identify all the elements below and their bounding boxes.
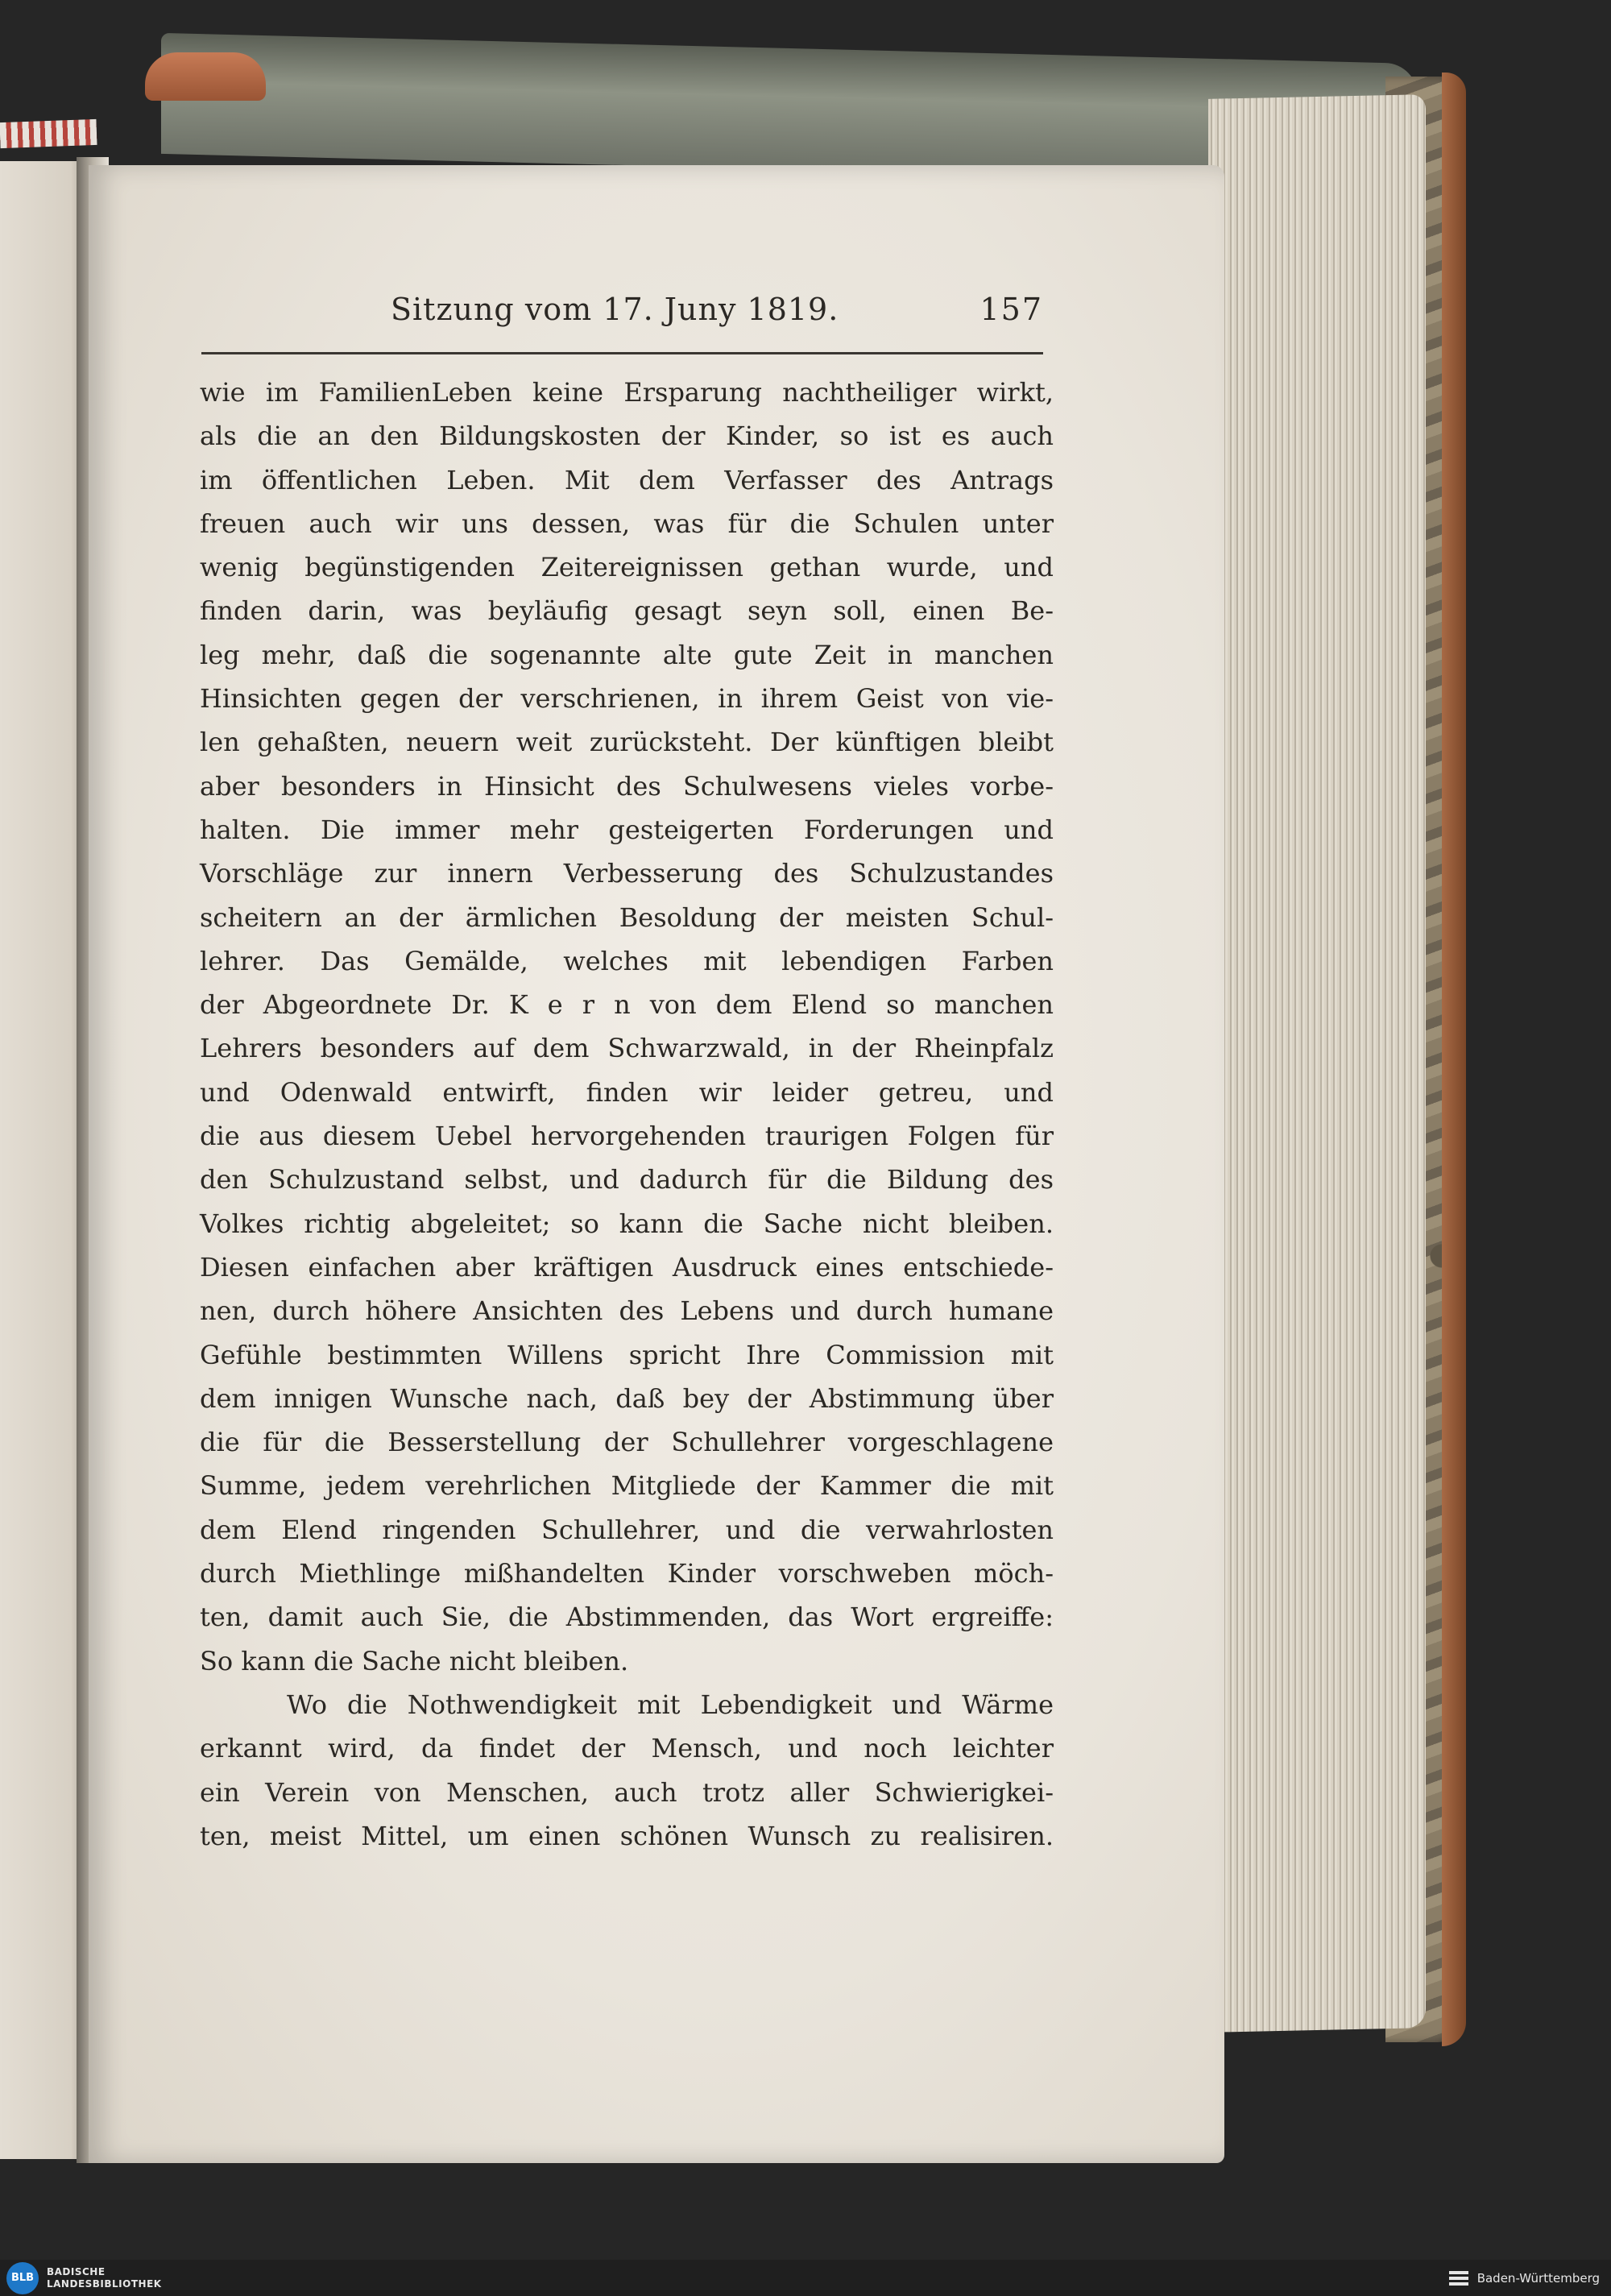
header-rule	[201, 352, 1043, 354]
text-line: wie im FamilienLeben keine Ersparung nachtheiliger wirkt,	[200, 377, 1054, 408]
text-line: und Odenwald entwirft, finden wir leider getreu, und	[200, 1076, 1054, 1108]
viewer-footer	[0, 2260, 1611, 2296]
text-line: len gehaßten, neuern weit zurücksteht. Der künftigen bleibt	[200, 727, 1054, 758]
text-line: die für die Besserstellung der Schullehrer vorgeschlagene	[200, 1427, 1054, 1458]
text-line: als die an den Bildungskosten der Kinder, so ist es auch	[200, 421, 1054, 452]
text-line: scheitern an der ärmlichen Besoldung der meisten Schul-	[200, 901, 1054, 933]
left-page-edge	[0, 161, 89, 2159]
text-line: Lehrers besonders auf dem Schwarzwald, in der Rheinpfalz	[200, 1033, 1054, 1064]
text-line: finden darin, was beyläufig gesagt seyn soll, einen Be-	[200, 595, 1054, 627]
ribbon-bookmark	[0, 119, 97, 148]
library-name	[47, 2266, 162, 2290]
text-line: nen, durch höhere Ansichten des Lebens und durch humane	[200, 1295, 1054, 1327]
leather-cover-edge	[1442, 73, 1466, 2046]
text-line: So kann die Sache nicht bleiben.	[200, 1645, 629, 1676]
text-line: Hinsichten gegen der verschrienen, in ihrem Geist von vie-	[200, 683, 1054, 715]
page-number: 157	[979, 292, 1043, 327]
text-line: ten, meist Mittel, um einen schönen Wunsch zu realisiren.	[200, 1820, 1054, 1851]
running-title: Sitzung vom 17. Juny 1819.	[391, 292, 839, 327]
page-block-edges	[1208, 94, 1426, 2033]
text-line: Summe, jedem verehrlichen Mitgliede der Kammer die mit	[200, 1470, 1054, 1502]
text-line: der Abgeordnete Dr. K e r n von dem Elend so manchen	[200, 989, 1054, 1021]
library-name-line2: LANDESBIBLIOTHEK	[47, 2277, 162, 2290]
text-line: dem Elend ringenden Schullehrer, und die verwahrlosten	[200, 1514, 1054, 1545]
text-line: ten, damit auch Sie, die Abstimmenden, das Wort ergreiffe:	[200, 1602, 1054, 1633]
blb-logo-icon: BLB	[6, 2262, 39, 2294]
text-line: wenig begünstigenden Zeitereignissen gethan wurde, und	[200, 552, 1054, 583]
library-name-line1: BADISCHE	[47, 2265, 106, 2277]
text-line: die aus diesem Uebel hervorgehenden traurigen Folgen für	[200, 1121, 1054, 1152]
text-line: Volkes richtig abgeleitet; so kann die Sache nicht bleiben.	[200, 1208, 1054, 1239]
partner-name: Baden-Württemberg	[1476, 2270, 1600, 2286]
text-line: Vorschläge zur innern Verbesserung des Schulzustandes	[200, 858, 1054, 889]
library-logo[interactable]	[0, 2262, 162, 2294]
text-line: erkannt wird, da findet der Mensch, und noch leichter	[200, 1733, 1054, 1764]
text-line: dem innigen Wunsche nach, daß bey der Abstimmung über	[200, 1382, 1054, 1414]
body-text	[200, 371, 1054, 1858]
running-head	[205, 292, 1043, 327]
text-line: freuen auch wir uns dessen, was für die Schulen unter	[200, 508, 1054, 539]
text-line: durch Miethlinge mißhandelten Kinder vorschweben möch-	[200, 1558, 1054, 1589]
text-line: ein Verein von Menschen, auch trotz aller Schwierigkei-	[200, 1776, 1054, 1808]
partner-logo[interactable]	[1447, 2266, 1611, 2290]
text-line: leg mehr, daß die sogenannte alte gute Zeit in manchen	[200, 639, 1054, 670]
headband	[145, 52, 266, 101]
text-line: Diesen einfachen aber kräftigen Ausdruck eines entschiede-	[200, 1251, 1054, 1283]
text-line: im öffentlichen Leben. Mit dem Verfasser des Antrags	[200, 464, 1054, 495]
text-line: Gefühle bestimmten Willens spricht Ihre Commission mit	[200, 1339, 1054, 1370]
bw-crest-icon	[1447, 2266, 1471, 2290]
text-line: lehrer. Das Gemälde, welches mit lebendigen Farben	[200, 945, 1054, 976]
text-line: den Schulzustand selbst, und dadurch für die Bildung des	[200, 1164, 1054, 1196]
text-line: aber besonders in Hinsicht des Schulwesens vieles vorbe-	[200, 770, 1054, 802]
text-line: Wo die Nothwendigkeit mit Lebendigkeit und Wärme	[287, 1689, 1054, 1720]
text-line: halten. Die immer mehr gesteigerten Forderungen und	[200, 814, 1054, 845]
